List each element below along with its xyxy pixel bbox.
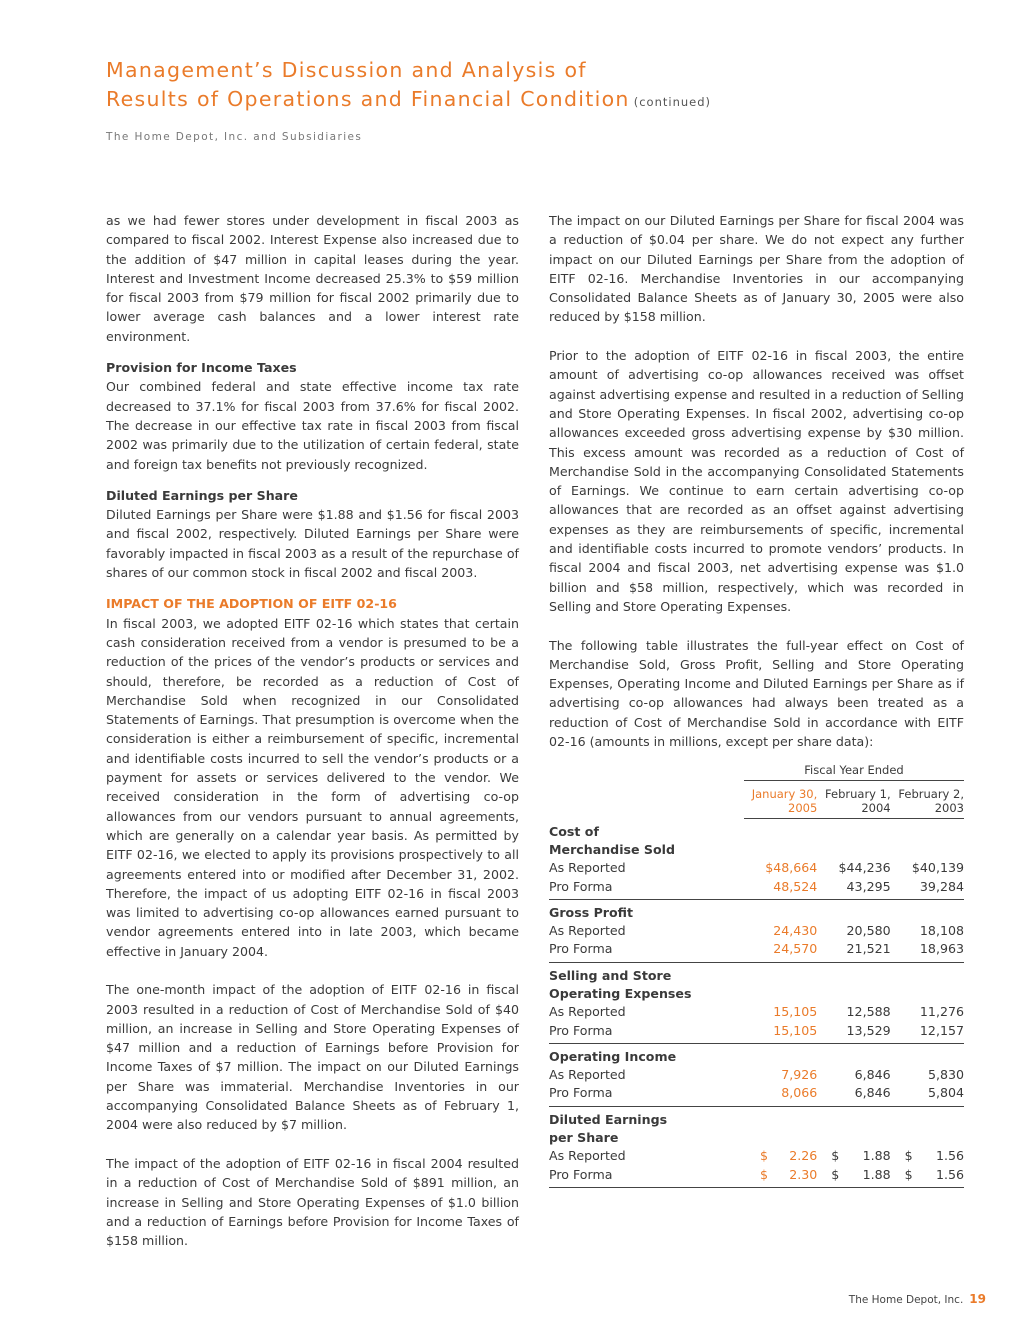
heading-eitf-impact: IMPACT OF THE ADOPTION OF EITF 02-16 [106, 596, 397, 612]
table-row: Pro Forma 48,524 43,295 39,284 [549, 878, 964, 900]
heading-diluted-eps: Diluted Earnings per Share [106, 487, 298, 503]
table-row: As Reported $48,664 $44,236 $40,139 [549, 860, 964, 876]
heading-income-taxes: Provision for Income Taxes [106, 360, 297, 376]
col-header-2005: January 30, 2005 [744, 780, 817, 818]
title-line-1: Management’s Discussion and Analysis of [106, 58, 587, 82]
paragraph-diluted-eps: Diluted Earnings per Share were $1.88 and $1.56 for fiscal 2003 and fiscal 2002, respectively. Diluted Earnings per Share were favorably impacted in fiscal 2003 as a result of the repurchase of shares of our common stock in fiscal 2002 and fiscal 2003. [106, 507, 519, 581]
page-footer [830, 1292, 986, 1306]
fiscal-year-ended-header: Fiscal Year Ended [744, 761, 964, 780]
paragraph-interest: as we had fewer stores under development in fiscal 2003 as compared to fiscal 2002. Interest Expense also increased due to the addition of $47 million in capital leases during the year. Interest and Investment Income decreased 25.3% to $59 million for fiscal 2003 from $79 million for fiscal 2002 primarily due to lower average cash balances and a lower interest rate environment. [106, 213, 519, 344]
paragraph-eps-impact-2004: The impact on our Diluted Earnings per Share for fiscal 2004 was a reduction of $0.04 per share. We do not expect any further impact on our Diluted Earnings per Share from the adoption of EITF 02-16. Merchandise Inventories in our accompanying Consolidated Balance Sheets as of January 30, 2005 were also reduced by $158 million. [549, 213, 964, 325]
paragraph-income-taxes: Our combined federal and state effective income tax rate decreased to 37.1% for fiscal 2003 from 37.6% for fiscal 2002. The decrease in our effective tax rate in fiscal 2003 from fiscal 2002 was primarily due to the utilization of certain federal, state and foreign tax benefits not previously recognized. [106, 379, 519, 472]
page-number: 19 [969, 1292, 986, 1306]
table-row: Pro Forma $ 2.30 $ 1.88 $ 1.56 [549, 1166, 964, 1188]
continued-label: (continued) [633, 95, 712, 109]
page-header [106, 56, 1006, 143]
paragraph-one-month-impact: The one-month impact of the adoption of EITF 02-16 in fiscal 2003 resulted in a reduction of Cost of Merchandise Sold of $40 million, an increase in Selling and Store Operating Expenses of $47 million and a reduction of Earnings before Provision for Income Taxes of $7 million. The impact on our Diluted Earnings per Share was immaterial. Merchandise Inventories in our accompanying Consolidated Balance Sheets as of February 1, 2004 were also reduced by $7 million. [106, 982, 519, 1133]
table-row: Pro Forma 24,570 21,521 18,963 [549, 940, 964, 962]
row-label-gross-profit: Gross Profit [549, 904, 634, 920]
table-row: As Reported $ 2.26 $ 1.88 $ 1.56 [549, 1148, 964, 1164]
company-subtitle: The Home Depot, Inc. and Subsidiaries [106, 131, 363, 143]
table-row: As Reported 15,105 12,588 11,276 [549, 1004, 964, 1020]
row-label-diluted-eps: Diluted Earnings per Share [549, 1111, 668, 1146]
footer-company: The Home Depot, Inc. [848, 1294, 964, 1306]
table-row: Pro Forma 8,066 6,846 5,804 [549, 1084, 964, 1106]
row-label-operating-income: Operating Income [549, 1048, 677, 1064]
right-column [549, 211, 964, 1188]
col-header-2003: February 2, 2003 [891, 780, 964, 818]
pro-forma-table [549, 761, 964, 1188]
table-row: As Reported 24,430 20,580 18,108 [549, 923, 964, 939]
paragraph-eitf-adoption: In fiscal 2003, we adopted EITF 02-16 which states that certain cash consideration received from a vendor is presumed to be a reduction of the prices of the vendor’s products or services and should, therefore, be recorded as a reduction of Cost of Merchandise Sold when recognized in our Consolidated Statements of Earnings. That presumption is overcome when the consideration is either a reimbursement of specific, incremental and identifiable costs incurred to sell the vendor’s products or a payment for assets or services delivered to the vendor. We received consideration in the form of advertising co-op allowances from our vendors pursuant to annual agreements, which are generally on a calendar year basis. As permitted by EITF 02-16, we elected to apply its provisions prospectively to all agreements entered into or modified after December 31, 2002. Therefore, the impact of us adopting EITF 02-16 in fiscal 2003 was limited to advertising co-op allowances earned pursuant to vendor agreements entered into in late 2003, which became effective in January 2004. [106, 615, 519, 959]
title-line-2: Results of Operations and Financial Condition [106, 87, 630, 111]
left-column [106, 211, 519, 1250]
table-row: Pro Forma 15,105 13,529 12,157 [549, 1022, 964, 1044]
paragraph-fiscal-2004-impact: The impact of the adoption of EITF 02-16 in fiscal 2004 resulted in a reduction of Cost of Merchandise Sold of $891 million, an increase in Selling and Store Operating Expenses of $1.0 billion and a reduction of Earnings before Provision for Income Taxes of $158 million. [106, 1155, 519, 1249]
row-label-cost-of-merchandise: Cost of Merchandise Sold [549, 823, 675, 857]
row-label-selling-store: Selling and Store Operating Expenses [549, 967, 692, 1001]
paragraph-prior-adoption: Prior to the adoption of EITF 02-16 in fiscal 2003, the entire amount of advertising co-op allowances received was offset against advertising expense and resulted in a reduction of Selling and Store Operating Expenses. In fiscal 2002, advertising co-op allowances exceeded gross advertising expense by $30 million. This excess amount was recorded as a reduction of Cost of Merchandise Sold in the accompanying Consolidated Statements of Earnings. We continue to earn certain advertising co-op allowances that are recorded as an offset against advertising expenses as they are reimbursements of specific, incremental and identifiable costs incurred to promote vendors’ products. In fiscal 2004 and fiscal 2003, net advertising expense was $1.0 billion and $58 million, respectively, which was recorded in Selling and Store Operating Expenses. [549, 348, 964, 614]
page-title [106, 56, 1006, 117]
table-row: As Reported 7,926 6,846 5,830 [549, 1067, 964, 1083]
col-header-2004: February 1, 2004 [817, 780, 890, 818]
paragraph-table-intro: The following table illustrates the full-year effect on Cost of Merchandise Sold, Gross Profit, Selling and Store Operating Expenses, Operating Income and Diluted Earnings per Share as if advertising co-op allowances had always been treated as a reduction of Cost of Merchandise Sold in accordance with EITF 02-16 (amounts in millions, except per share data): [549, 637, 964, 750]
